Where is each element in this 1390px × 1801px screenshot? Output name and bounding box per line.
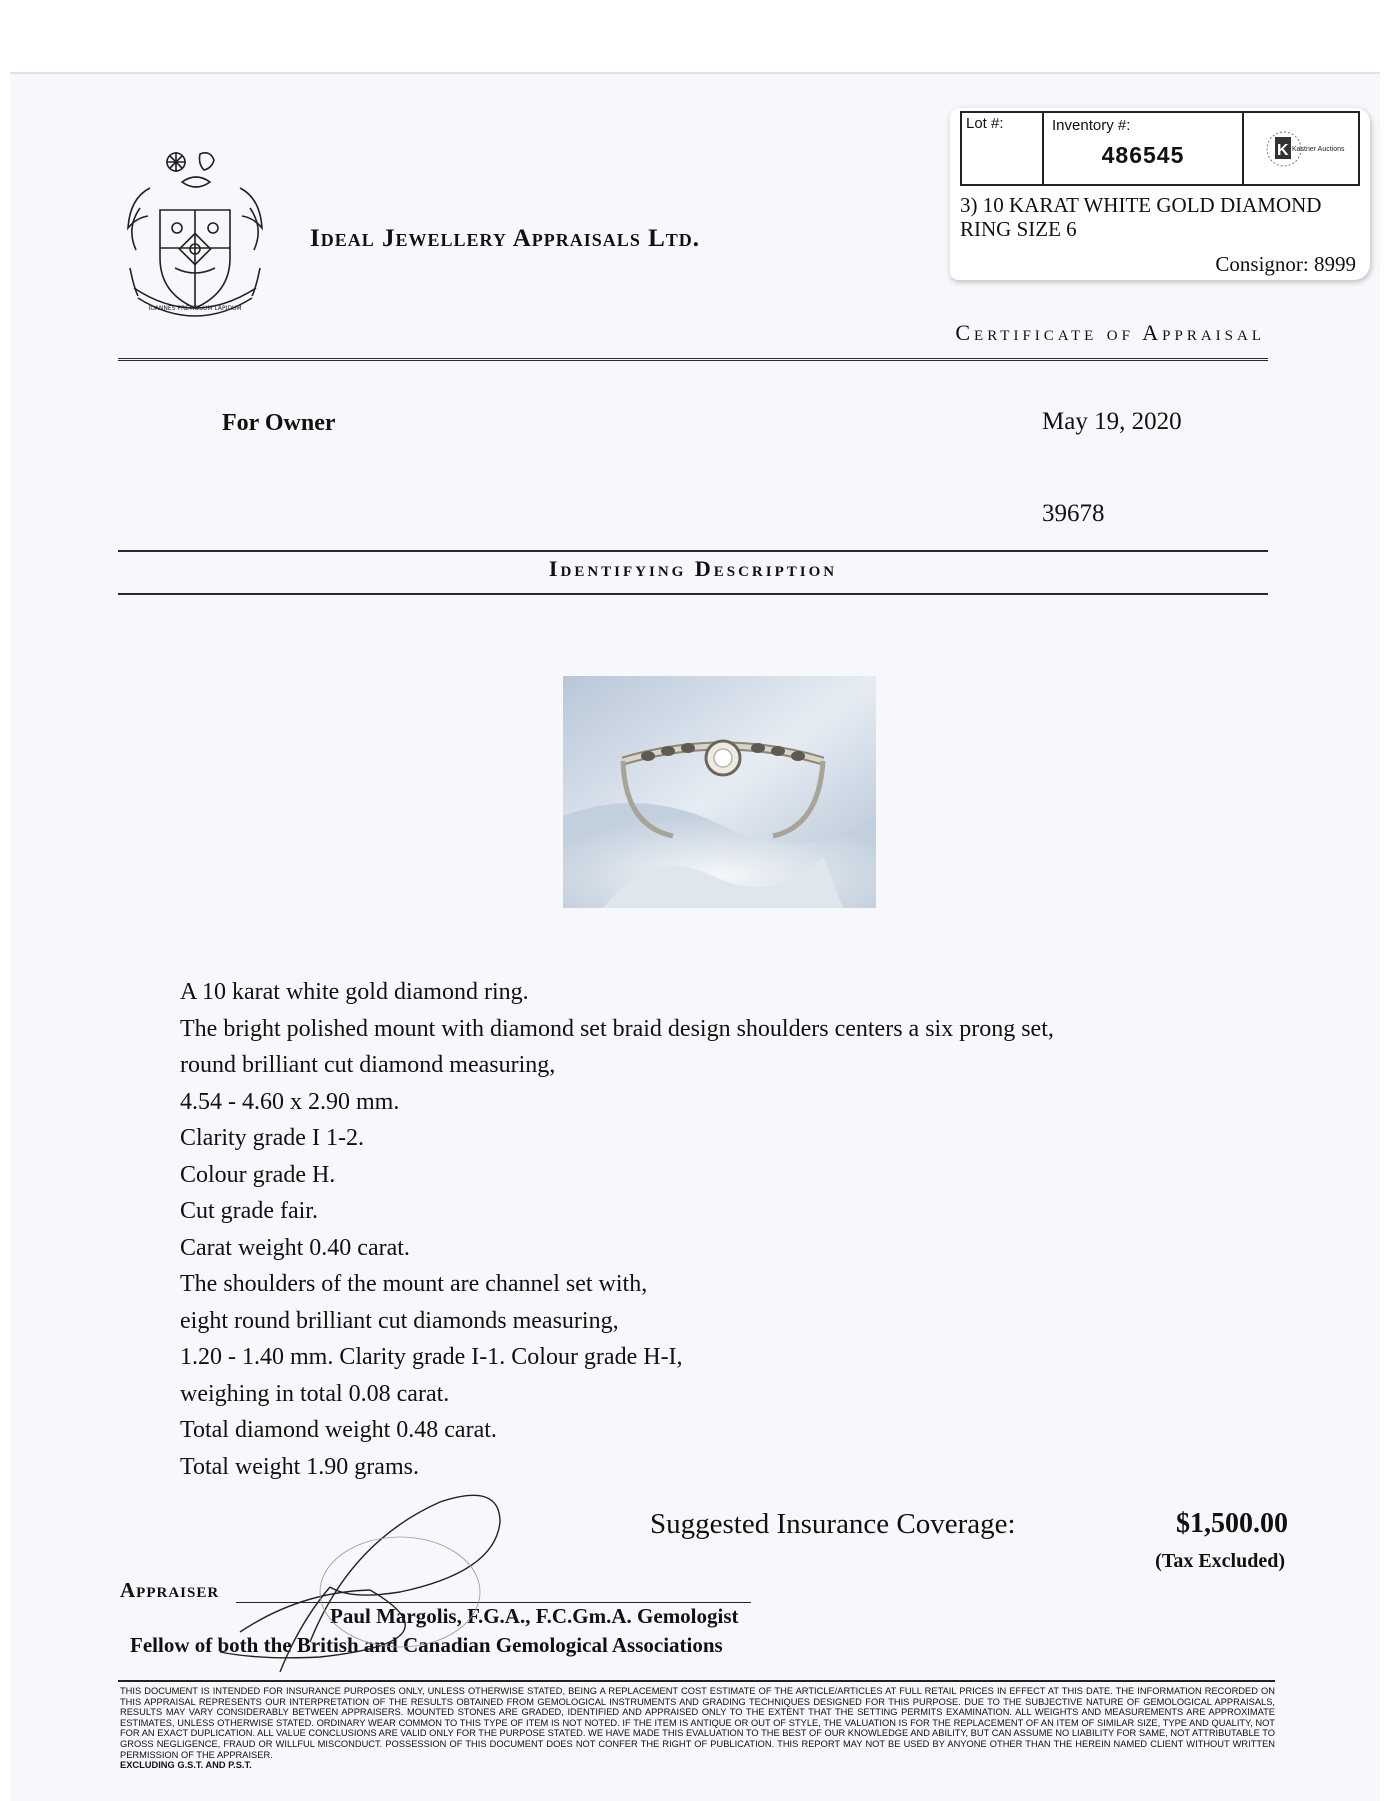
description-line: eight round brilliant cut diamonds measuring, xyxy=(180,1307,619,1334)
appraiser-name: Paul Margolis, F.G.A., F.C.Gm.A. Gemologist xyxy=(330,1604,739,1628)
disclaimer xyxy=(120,1686,1275,1771)
tax-note: (Tax Excluded) xyxy=(1155,1550,1285,1572)
description-line: Carat weight 0.40 carat. xyxy=(180,1234,410,1261)
signature-line xyxy=(236,1602,751,1603)
label-table xyxy=(960,111,1360,186)
company-name: Ideal Jewellery Appraisals Ltd. xyxy=(310,225,701,252)
section-rule-bottom xyxy=(118,593,1268,595)
section-rule-top xyxy=(118,550,1268,552)
description-line: weighing in total 0.08 carat. xyxy=(180,1380,450,1407)
description-line: round brilliant cut diamond measuring, xyxy=(180,1052,556,1078)
label-description-line1: 3) 10 KARAT WHITE GOLD DIAMOND xyxy=(960,193,1322,217)
description-line: The bright polished mount with diamond set braid design shoulders centers a six prong set, xyxy=(180,1015,1054,1042)
certificate-title: Certificate of Appraisal xyxy=(955,320,1265,345)
tax-exclusion: EXCLUDING G.S.T. AND P.S.T. xyxy=(120,1760,252,1771)
auction-logo xyxy=(1244,113,1358,184)
description-line: Total weight 1.90 grams. xyxy=(180,1453,419,1480)
inventory-label: Inventory #: xyxy=(1052,117,1131,134)
disclaimer-text: THIS DOCUMENT IS INTENDED FOR INSURANCE PURPOSES ONLY, UNLESS OTHERWISE STATED, BEING A REPLACEMENT COST ESTIMATE OF THE ARTICLE/ARTICLES AT FULL RETAIL PRICES IN EFFECT AT THIS DATE. THE INFORMATION RECORDED ON THIS APPRAISAL REPRESENTS OUR INTERPRETATION OF THE RESULTS OBTAINED FROM GEMOLOGICAL INSTRUMENTS AND GRADING TECHNIQUES DESIGNED FOR THIS PURPOSE. DUE TO THE SUBJECTIVE NATURE OF GEMOLOGICAL APPRAISALS, RESULTS MAY VARY CONSIDERABLY BETWEEN APPRAISERS. MOUNTED STONES ARE GRADED, IDENTIFIED AND APPRAISED ONLY TO THE EXTENT THAT THE SETTING PERMITS EXAMINATION. ALL WEIGHTS AND MEASUREMENTS ARE APPROXIMATE ESTIMATES, UNLESS OTHERWISE STATED. ORDINARY WEAR COMMON TO THIS TYPE OF ITEM IS NOT NOTED. IF THE ITEM IS ANTIQUE OR OUT OF STYLE, THE VALUATION IS FOR THE REPLACEMENT OF AN ITEM OF SIMILAR SIZE, TYPE AND QUALITY, NOT FOR AN EXACT DUPLICATION. ALL VALUE CONCLUSIONS ARE VALID ONLY FOR THE PURPOSE STATED. WE HAVE MADE THIS EVALUATION TO THE BEST OF OUR KNOWLEDGE AND ABILITY, BUT CAN ASSUME NO LIABILITY FOR SAME, NOT ATTRIBUTABLE TO GROSS NEGLIGENCE, FRAUD OR WILLFUL MISCONDUCT. POSSESSION OF THIS DOCUMENT DOES NOT CONFER THE RIGHT OF PUBLICATION. THIS REPORT MAY NOT BE USED BY ANYONE OTHER THAN THE HEREIN NAMED CLIENT WITHOUT WRITTEN PERMISSION OF THE APPRAISER. xyxy=(120,1686,1275,1760)
label-description xyxy=(960,193,1365,241)
reference-number: 39678 xyxy=(1042,500,1105,527)
identifying-description xyxy=(180,974,1230,1485)
appraiser-fellowship: Fellow of both the British and Canadian Gemological Associations xyxy=(130,1633,723,1657)
ring-photo xyxy=(563,676,876,908)
description-line: Colour grade H. xyxy=(180,1161,336,1188)
svg-text:K: K xyxy=(1277,142,1289,159)
crest-logo xyxy=(120,148,270,330)
description-line: The shoulders of the mount are channel set with, xyxy=(180,1271,648,1297)
section-title: Identifying Description xyxy=(548,556,838,581)
appraisal-date: May 19, 2020 xyxy=(1042,408,1182,435)
label-description-line2: RING SIZE 6 xyxy=(960,217,1077,241)
consignor: Consignor: 8999 xyxy=(1215,252,1356,276)
description-line: Clarity grade I 1-2. xyxy=(180,1125,364,1151)
lot-label: Lot #: xyxy=(962,113,1044,184)
inventory-cell xyxy=(1044,113,1244,184)
header-rule xyxy=(118,358,1268,361)
description-line: Cut grade fair. xyxy=(180,1198,318,1224)
description-line: A 10 karat white gold diamond ring. xyxy=(180,979,529,1005)
auction-label xyxy=(950,108,1370,280)
description-line: 4.54 - 4.60 x 2.90 mm. xyxy=(180,1088,400,1115)
owner: For Owner xyxy=(222,410,336,436)
auction-logo-text: Kastner Auctions xyxy=(1292,146,1345,153)
crest-motto: IOANNES PRETIOSUM LAPIDUM xyxy=(148,305,242,312)
description-line: Total diamond weight 0.48 carat. xyxy=(180,1417,497,1443)
insurance-value: $1,500.00 xyxy=(1176,1508,1288,1539)
appraiser-label: Appraiser xyxy=(120,1578,220,1602)
insurance-label: Suggested Insurance Coverage: xyxy=(650,1508,1016,1540)
description-line: 1.20 - 1.40 mm. Clarity grade I-1. Colour grade H-I, xyxy=(180,1344,683,1370)
disclaimer-rule xyxy=(118,1680,1275,1682)
inventory-number: 486545 xyxy=(1101,142,1185,168)
